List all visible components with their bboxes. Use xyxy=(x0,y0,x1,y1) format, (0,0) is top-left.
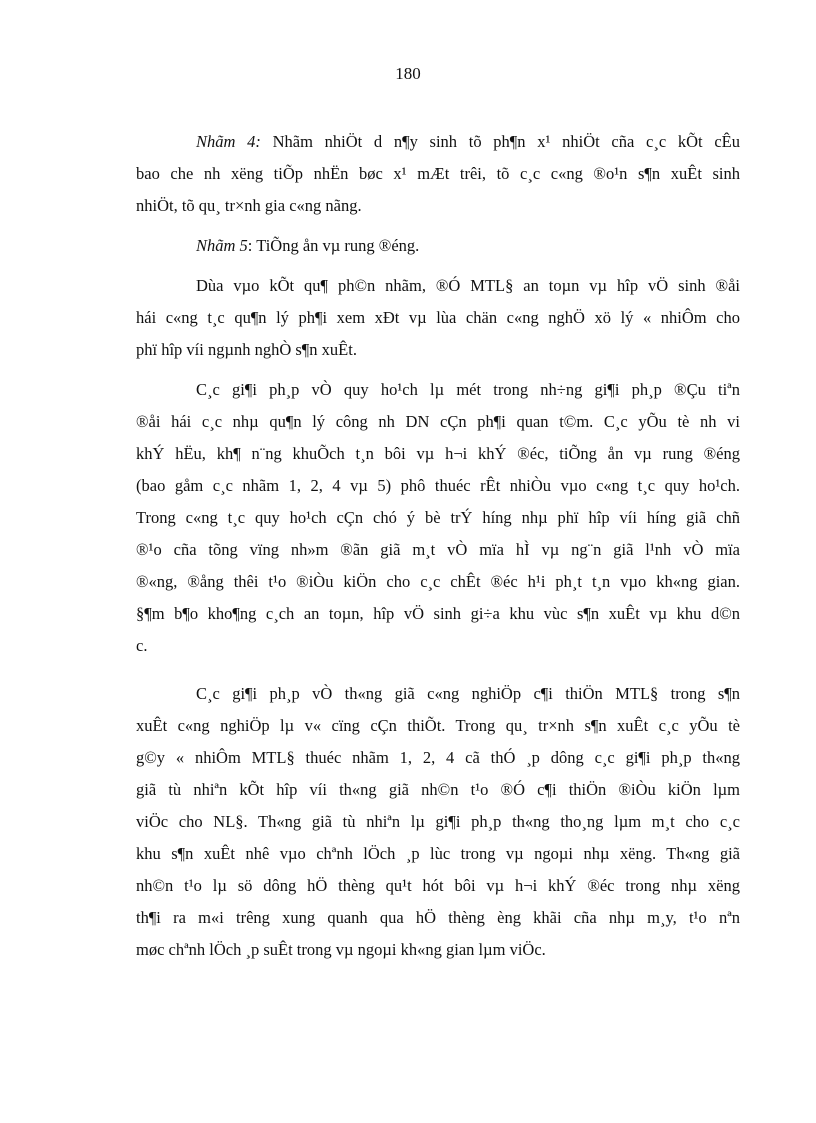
paragraph-analysis xyxy=(136,270,740,366)
text-line: ®åi hái c¸c nhµ qu¶n lý công nh DN cÇn ph¶i quan t©m. C¸c yÕu tè nh vi xyxy=(136,412,740,431)
text-line: khu s¶n xuÊt nhê vµo chªnh lÖch ¸p lùc trong vµ ngoµi nhµ xëng. Th«ng giã xyxy=(136,844,740,863)
group-label: Nhãm 4: xyxy=(196,132,261,151)
text-line: Dùa vµo kÕt qu¶ ph©n nhãm, ®Ó MTL§ an toµn vµ hîp vÖ sinh ®åi xyxy=(196,276,740,295)
text-line: C¸c gi¶i ph¸p vÒ th«ng giã c«ng nghiÖp c¶i thiÖn MTL§ trong s¶n xyxy=(196,684,740,703)
text-line: møc chªnh lÖch ¸p suÊt trong vµ ngoµi kh«ng gian lµm viÖc. xyxy=(136,940,546,959)
text-line: giã tù nhiªn kÕt hîp víi th«ng giã nh©n t¹o ®Ó c¶i thiÖn ®iÒu kiÖn lµm xyxy=(136,780,740,799)
text-line: viÖc cho NL§. Th«ng giã tù nhiªn lµ gi¶i ph¸p th«ng tho¸ng lµm m¸t cho c¸c xyxy=(136,812,740,831)
document-body xyxy=(136,126,740,974)
text-line: nhiÖt, tõ qu¸ tr×nh gia c«ng nãng. xyxy=(136,196,362,215)
text-line: bao che nh xëng tiÕp nhËn bøc x¹ mÆt trêi, tõ c¸c c«ng ®o¹n s¶n xuÊt sinh xyxy=(136,164,740,183)
paragraph-ventilation xyxy=(136,678,740,966)
text-line: (bao gåm c¸c nhãm 1, 2, 4 vµ 5) phô thuéc rÊt nhiÒu vµo c«ng t¸c quy ho¹ch. xyxy=(136,476,740,495)
text-line: g©y « nhiÔm MTL§ thuéc nhãm 1, 2, 4 cã thÓ ¸p dông c¸c gi¶i ph¸p th«ng xyxy=(136,748,740,767)
text-line: Nhãm 4: Nhãm nhiÖt d n¶y sinh tõ ph¶n x¹ nhiÖt cña c¸c kÕt cÊu xyxy=(196,132,740,151)
text-line: Trong c«ng t¸c quy ho¹ch cÇn chó ý bè trÝ híng nhµ phï hîp víi híng giã chñ xyxy=(136,508,740,527)
paragraph-group-4 xyxy=(136,126,740,222)
paragraph-group-5 xyxy=(136,230,740,262)
text-line: xuÊt c«ng nghiÖp lµ v« cïng cÇn thiÕt. Trong qu¸ tr×nh s¶n xuÊt c¸c yÕu tè xyxy=(136,716,740,735)
text-line: ®«ng, ®ång thêi t¹o ®iÒu kiÖn cho c¸c chÊt ®éc h¹i ph¸t t¸n vµo kh«ng gian. xyxy=(136,572,740,591)
text-line: ®¹o cña tõng vïng nh»m ®ãn giã m¸t vÒ mïa hÌ vµ ng¨n giã l¹nh vÒ mïa xyxy=(136,540,740,559)
text-line: th¶i ra m«i trêng xung quanh qua hÖ thèng èng khãi cña nhµ m¸y, t¹o nªn xyxy=(136,908,740,927)
text-line: hái c«ng t¸c qu¶n lý ph¶i xem xÐt vµ lùa chän c«ng nghÖ xö lý « nhiÔm cho xyxy=(136,308,740,327)
text-line: khÝ hËu, kh¶ n¨ng khuÕch t¸n bôi vµ h¬i khÝ ®éc, tiÕng ån vµ rung ®éng xyxy=(136,444,740,463)
text-line: phï hîp víi ngµnh nghÒ s¶n xuÊt. xyxy=(136,340,357,359)
text-line: c. xyxy=(136,636,148,655)
text-line: nh©n t¹o lµ sö dông hÖ thèng qu¹t hót bôi vµ h¬i khÝ ®éc trong nhµ xëng xyxy=(136,876,740,895)
group-label: Nhãm 5 xyxy=(196,236,248,255)
text-line: C¸c gi¶i ph¸p vÒ quy ho¹ch lµ mét trong nh÷ng gi¶i ph¸p ®Çu tiªn xyxy=(196,380,740,399)
text-line: §¶m b¶o kho¶ng c¸ch an toµn, hîp vÖ sinh gi÷a khu vùc s¶n xuÊt vµ khu d©n xyxy=(136,604,740,623)
paragraph-planning xyxy=(136,374,740,662)
text-line: Nhãm 5: TiÕng ån vµ rung ®éng. xyxy=(196,236,420,255)
page-number: 180 xyxy=(395,64,421,83)
